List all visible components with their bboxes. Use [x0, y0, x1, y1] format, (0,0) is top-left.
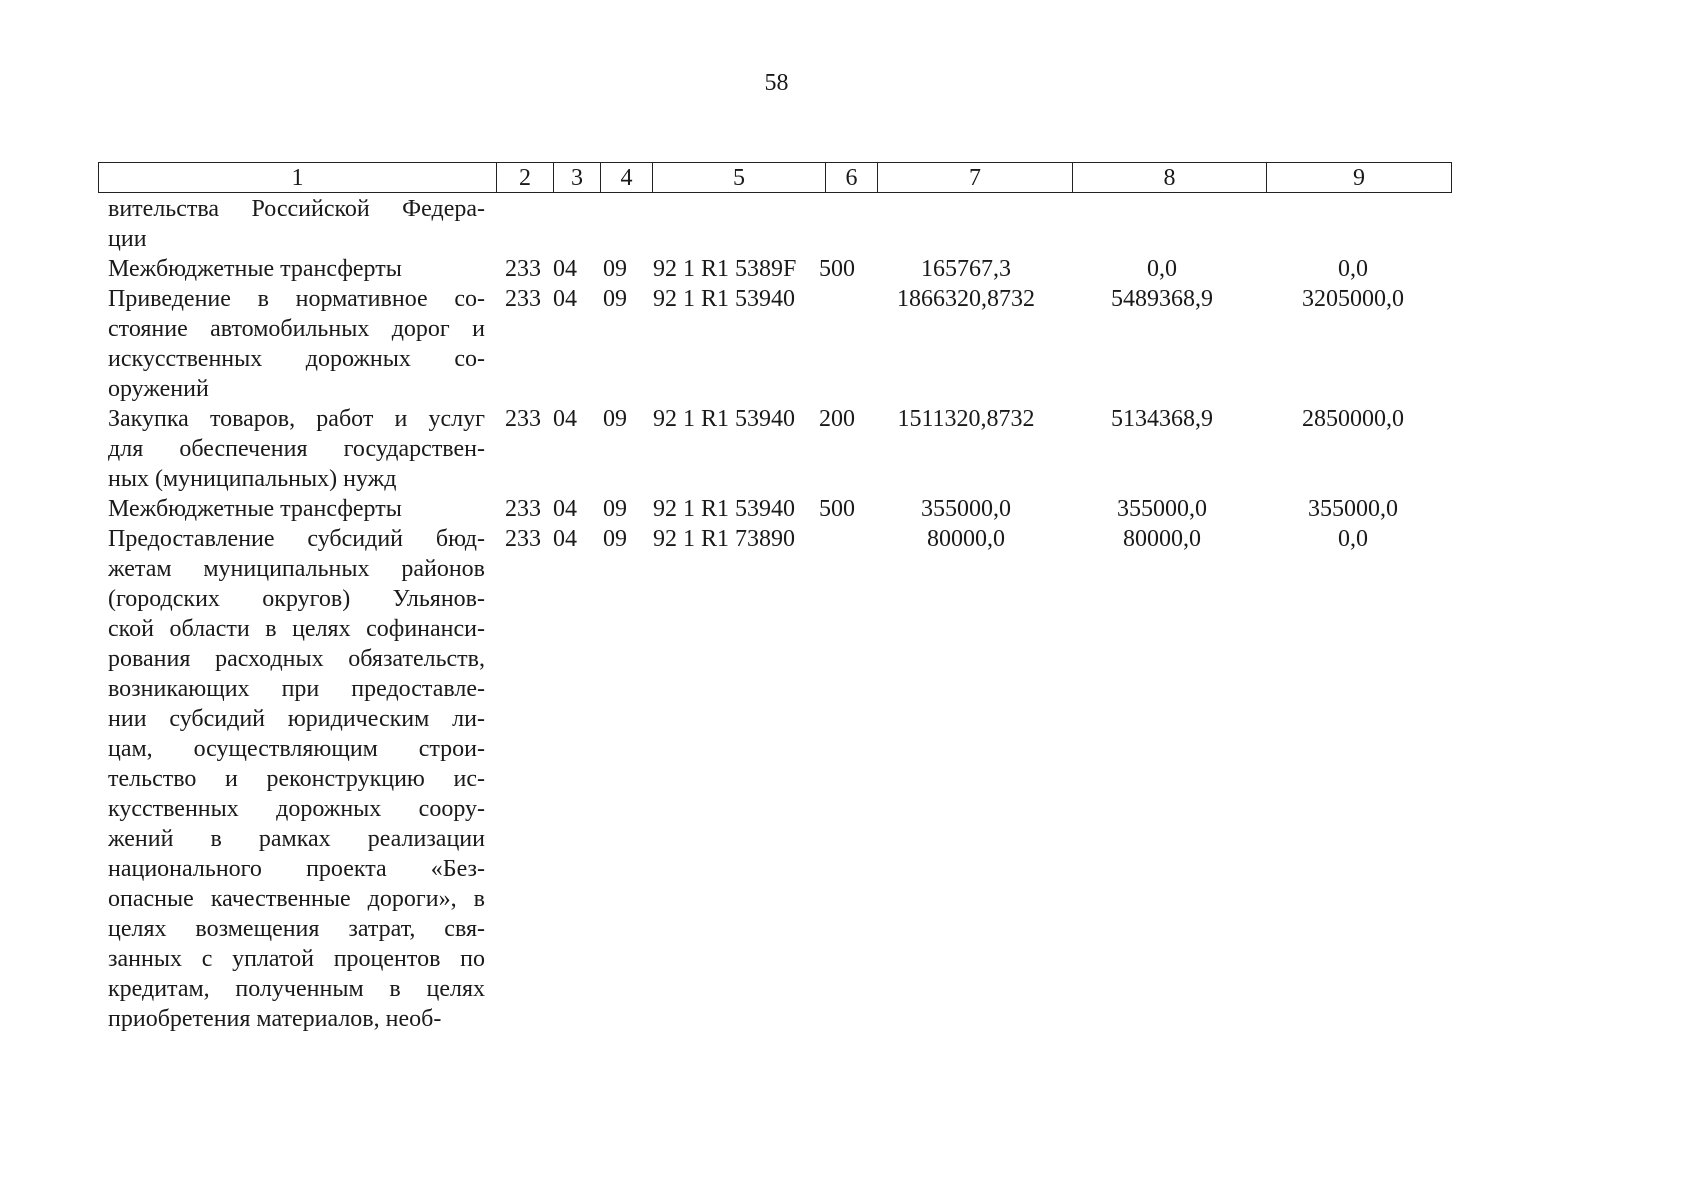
amount-year-3: 2850000,0: [1302, 406, 1404, 432]
table-row: [108, 404, 1451, 494]
description-line: Межбюджетные трансферты: [108, 496, 402, 522]
header-col-9: 9: [1353, 165, 1365, 191]
header-col-6: 6: [826, 163, 878, 192]
table-header: [98, 162, 1452, 193]
row-description: [108, 524, 485, 1034]
description-line: возникающих при предоставле-: [108, 676, 485, 702]
expense-type: 500: [819, 256, 855, 282]
header-col-8: 8: [1073, 163, 1267, 192]
description-line: нии субсидий юридическим ли-: [108, 706, 485, 732]
amount-year-2: 355000,0: [1117, 496, 1207, 522]
header-col-1: 1: [99, 163, 497, 192]
description-line: жетам муниципальных районов: [108, 556, 485, 582]
subsection-code: 09: [603, 526, 627, 552]
description-line: ской области в целях софинанси-: [108, 616, 485, 642]
table-row: [108, 524, 1451, 1034]
description-line: для обеспечения государствен-: [108, 436, 485, 462]
row-description: [108, 494, 485, 524]
description-line: кусственных дорожных соору-: [108, 796, 485, 822]
amount-year-1: 355000,0: [921, 496, 1011, 522]
description-line: оружений: [108, 376, 209, 402]
amount-year-3: 3205000,0: [1302, 286, 1404, 312]
expense-type: 500: [819, 496, 855, 522]
amount-year-2: 5134368,9: [1111, 406, 1213, 432]
section-code: 04: [553, 286, 577, 312]
header-col-3: 3: [554, 163, 601, 192]
amount-year-1: 1511320,8732: [897, 406, 1035, 432]
target-article: 92 1 R1 53940: [653, 286, 796, 312]
subsection-code: 09: [603, 256, 627, 282]
description-line: целях возмещения затрат, свя-: [108, 916, 485, 942]
description-line: опасные качественные дороги», в: [108, 886, 485, 912]
amount-year-2: 5489368,9: [1111, 286, 1213, 312]
chapter-code: 233: [505, 496, 541, 522]
amount-year-3: 0,0: [1338, 526, 1368, 552]
description-line: ных (муниципальных) нужд: [108, 466, 397, 492]
page-number: 58: [764, 70, 789, 96]
description-line: Предоставление субсидий бюд-: [108, 526, 485, 552]
target-article: 92 1 R1 5389F: [653, 256, 797, 282]
description-line: (городских округов) Ульянов-: [108, 586, 485, 612]
table-row: [108, 284, 1451, 404]
subsection-code: 09: [603, 406, 627, 432]
description-line: рования расходных обязательств,: [108, 646, 485, 672]
description-line: Закупка товаров, работ и услуг: [108, 406, 485, 432]
description-line: занных с уплатой процентов по: [108, 946, 485, 972]
table-row: [108, 194, 1451, 254]
table-row: [108, 254, 1451, 284]
row-description: [108, 254, 485, 284]
table-body: [108, 194, 1451, 1034]
target-article: 92 1 R1 53940: [653, 496, 796, 522]
chapter-code: 233: [505, 526, 541, 552]
row-description: [108, 194, 485, 254]
amount-year-2: 0,0: [1147, 256, 1177, 282]
header-col-5: 5: [653, 163, 826, 192]
row-description: [108, 284, 485, 404]
subsection-code: 09: [603, 496, 627, 522]
amount-year-3: 355000,0: [1308, 496, 1398, 522]
description-line: кредитам, полученным в целях: [108, 976, 485, 1002]
chapter-code: 233: [505, 256, 541, 282]
description-line: стояние автомобильных дорог и: [108, 316, 485, 342]
amount-year-1: 80000,0: [927, 526, 1005, 552]
chapter-code: 233: [505, 406, 541, 432]
header-col-7: 7: [878, 163, 1073, 192]
description-line: приобретения материалов, необ-: [108, 1006, 442, 1032]
description-line: вительства Российской Федера-: [108, 196, 485, 222]
row-description: [108, 404, 485, 494]
section-code: 04: [553, 256, 577, 282]
subsection-code: 09: [603, 286, 627, 312]
header-col-2: 2: [497, 163, 554, 192]
table-row: [108, 494, 1451, 524]
target-article: 92 1 R1 53940: [653, 406, 796, 432]
expense-type: 200: [819, 406, 855, 432]
section-code: 04: [553, 526, 577, 552]
description-line: Межбюджетные трансферты: [108, 256, 402, 282]
chapter-code: 233: [505, 286, 541, 312]
amount-year-2: 80000,0: [1123, 526, 1201, 552]
section-code: 04: [553, 496, 577, 522]
amount-year-1: 165767,3: [921, 256, 1011, 282]
description-line: Приведение в нормативное со-: [108, 286, 485, 312]
description-line: цам, осуществляющим строи-: [108, 736, 485, 762]
target-article: 92 1 R1 73890: [653, 526, 796, 552]
section-code: 04: [553, 406, 577, 432]
description-line: ции: [108, 226, 147, 252]
header-col-4: 4: [601, 163, 653, 192]
description-line: тельство и реконструкцию ис-: [108, 766, 485, 792]
description-line: искусственных дорожных со-: [108, 346, 485, 372]
description-line: жений в рамках реализации: [108, 826, 485, 852]
description-line: национального проекта «Без-: [108, 856, 485, 882]
amount-year-1: 1866320,8732: [897, 286, 1035, 312]
amount-year-3: 0,0: [1338, 256, 1368, 282]
